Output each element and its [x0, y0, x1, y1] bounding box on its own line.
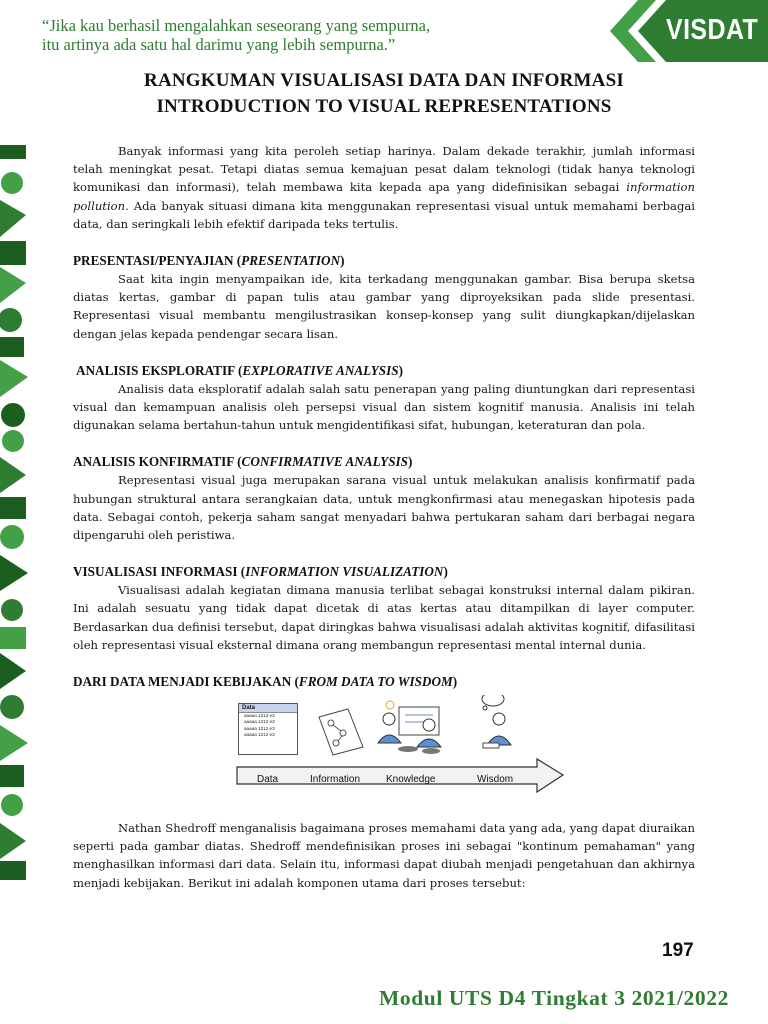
sketch-paper-illustration [319, 709, 363, 755]
intro-italic-term: information pollution [73, 180, 695, 213]
footer-module-title: Modul UTS D4 Tingkat 3 2021/2022 [379, 986, 729, 1010]
section-body-confirmative: Representasi visual juga merupakan sarana visual untuk melakukan analisis konfirmatif pada hubungan struktural antara serangkaian data, untuk mengkonfirmasi atau menegaskan hipotesis pada data. Sebagai contoh, pekerja saham sangat menyadari bahwa pertukaran saham dari berbagai negara dipengaruhi oleh peristiwa. [73, 473, 695, 543]
page-number: 197 [662, 940, 694, 961]
page-title-line-2: INTRODUCTION TO VISUAL REPRESENTATIONS [156, 96, 612, 117]
section-heading-explorative: ANALISIS EKSPLORATIF (EXPLORATIVE ANALYSIS) [76, 362, 403, 378]
section-heading-information-visualization: VISUALISASI INFORMASI (INFORMATION VISUALIZATION) [73, 564, 448, 580]
people-with-board-illustration [378, 701, 441, 754]
section-heading-presentation: PRESENTASI/PENYAJIAN (PRESENTATION) [73, 253, 345, 269]
section-body-information-visualization: Visualisasi adalah kegiatan dimana manusia terlibat sebagai konstruksi internal dalam pikiran. Ini adalah sesuatu yang tidak dapat dicetak di atas kertas atau ditampilkan di layer computer. Berdasarkan dua definisi tersebut, dapat diringkas bahwa visualisasi adalah aktivitas kognitif, difasilitasi oleh representasi visual eksternal dimana orang membangun representasi mental internal dunia. [73, 583, 695, 652]
figure-illustrations [73, 695, 695, 817]
arrow-label-knowledge: Knowledge [386, 774, 436, 786]
page-title-line-1: RANGKUMAN VISUALISASI DATA DAN INFORMASI [144, 70, 624, 91]
arrow-label-information: Information [310, 774, 361, 786]
quote-line-2: itu artinya ada satu hal darimu yang lebih sempurna.” [42, 35, 396, 54]
arrow-label-wisdom: Wisdom [477, 774, 514, 786]
data-to-wisdom-figure [73, 695, 695, 817]
visdat-logo-text: VISDAT [665, 14, 758, 46]
section-body-data-to-wisdom: Nathan Shedroff menganalisis bagaimana proses memahami data yang ada, yang dapat diuraikan seperti pada gambar diatas. Shedroff mendefinisikan proses ini sebagai "kontinum pemahaman" yang menghasilkan informasi dari data. Selain itu, informasi dapat diubah menjadi pengetahuan dan akhirnya menjadi kebijakan. Berikut ini adalah komponen utama dari proses tersebut: [73, 821, 695, 890]
arrow-label-data: Data [257, 774, 279, 786]
data-table-illustration: Data aaaaa 1212 e3 aaaaa 1212 e3 aaaaa 1212 e3 aaaaa 1212 e3 [238, 703, 298, 755]
section-heading-data-to-wisdom: DARI DATA MENJADI KEBIJAKAN (FROM DATA TO WISDOM) [73, 674, 458, 690]
header-quote [42, 16, 562, 54]
left-decorative-pattern [0, 145, 32, 880]
main-content [73, 142, 695, 892]
section-body-explorative: Analisis data eksploratif adalah salah satu penerapan yang paling diuntungkan dari representasi visual dan kemampuan analisis oleh persepsi visual dan sistem kognitif manusia. Analisis ini telah digunakan selama bertahun-tahun untuk mengidentifikasi sifat, hubungan, keteraturan dan pola. [73, 381, 695, 433]
thinker-illustration [482, 695, 511, 748]
section-heading-confirmative: ANALISIS KONFIRMATIF (CONFIRMATIVE ANALYSIS) [73, 454, 413, 470]
section-body-presentation: Saat kita ingin menyampaikan ide, kita terkadang menggunakan gambar. Bisa berupa sketsa diatas kertas, gambar di papan tulis atau gambar yang diproyeksikan pada slide presentasi. Representasi visual membantu mengilustrasikan konsep-konsep yang sulit diungkapkan/dijelaskan dengan jelas kepada pendengar secara lisan. [73, 272, 695, 341]
intro-paragraph: Banyak informasi yang kita peroleh setiap harinya. Dalam dekade terakhir, jumlah informasi telah meningkat pesat. Tetapi diatas semua kemajuan pesat dalam teknologi (tidak hanya teknologi komunikasi dan informasi), telah membawa kita kepada apa yang didefinisikan sebagai information pollution. Ada banyak situasi dimana kita menggunakan representasi visual untuk memahami berbagai data, dan seringkali lebih efektif daripada teks tertulis. [73, 144, 695, 231]
quote-line-1: “Jika kau berhasil mengalahkan seseorang yang sempurna, [42, 16, 431, 35]
data-table-title: Data [239, 704, 297, 713]
